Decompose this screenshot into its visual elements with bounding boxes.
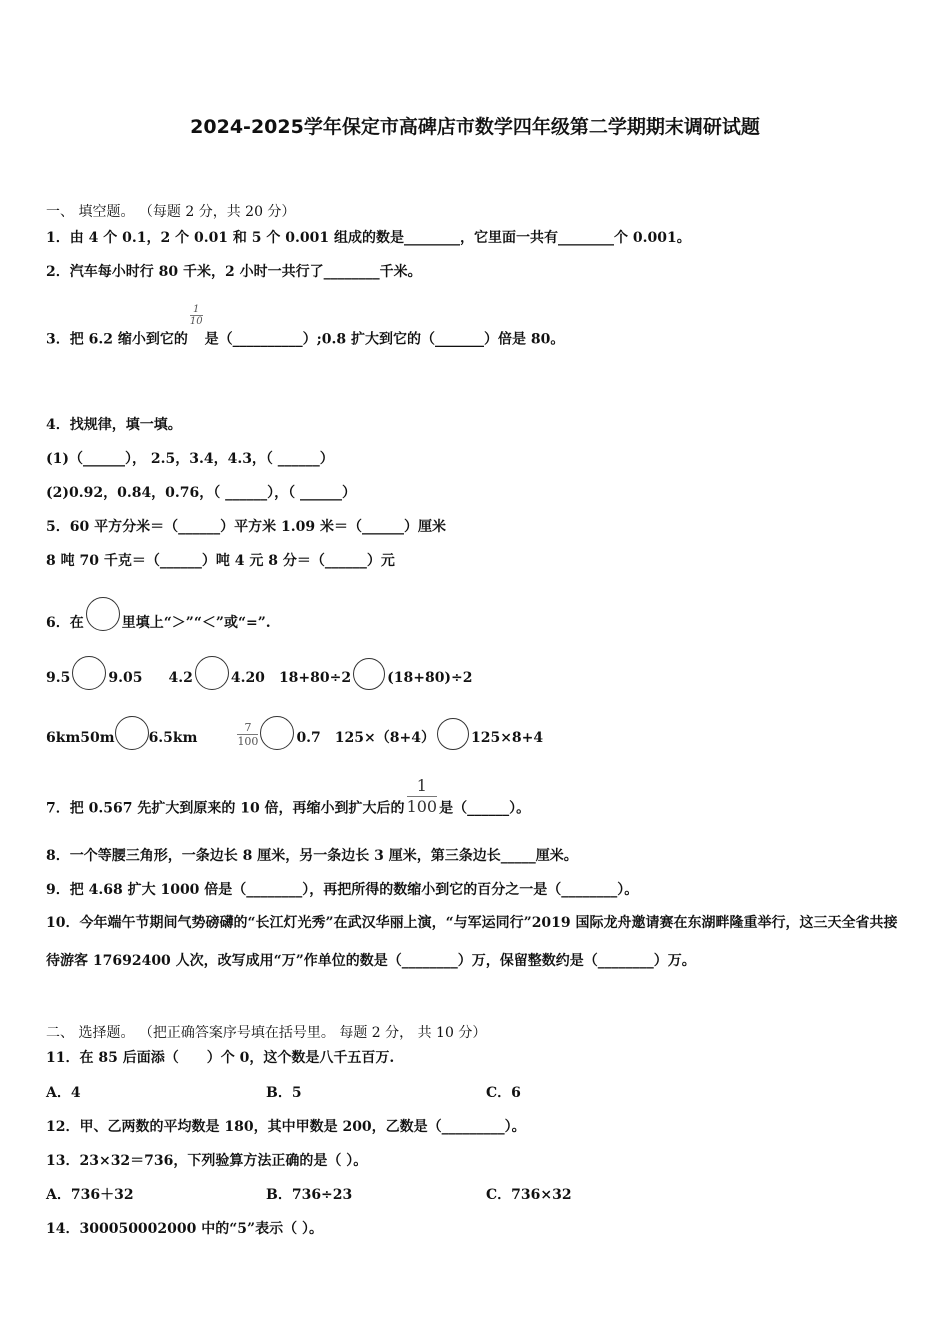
fraction-one-hundredth: [407, 776, 438, 817]
question-3-text-b: 是（__________）;0.8 扩大到它的（_______）倍是 80。: [204, 331, 565, 348]
question-6-row-2: [46, 716, 543, 752]
question-4-part-2: (2)0.92，0.84，0.76，（ ______），（ ______）: [46, 485, 357, 501]
question-3-text-a: 3．把 6.2 缩小到它的: [46, 331, 188, 348]
compare-right-value: 9.05: [108, 670, 143, 686]
question-13: 13．23×32＝736，下列验算方法正确的是（ ）。: [46, 1153, 368, 1169]
question-3: [46, 304, 565, 351]
fraction-numerator: 1: [416, 776, 427, 795]
option-a[interactable]: A．736＋32: [46, 1187, 134, 1203]
compare-right-value: 4.20: [230, 670, 265, 686]
option-b[interactable]: B．736÷23: [266, 1187, 353, 1203]
compare-right-value: 125×8+4: [470, 730, 544, 746]
fraction-numerator: 7: [244, 720, 252, 734]
question-6: [46, 597, 271, 633]
question-10: 10．今年端午节期间气势磅礴的“长江灯光秀”在武汉华丽上演，“与军运同行”2019 国际龙舟邀请赛在东湖畔隆重举行，这三天全省共接待游客 17692400 人次，改写成用“万”作单位的数是（________）万，保留整数约是（________）万。: [46, 915, 898, 969]
compare-left-value: 9.5: [46, 670, 71, 686]
compare-right-value: 0.7: [296, 730, 321, 746]
question-4: 4．找规律，填一填。: [46, 417, 182, 433]
comparison-circle[interactable]: [115, 716, 149, 750]
comparison-circle[interactable]: [437, 718, 469, 750]
fraction-denominator: 10: [189, 316, 203, 327]
compare-right-value: (18+80)÷2: [387, 670, 473, 686]
fraction-denominator: 100: [237, 734, 259, 748]
compare-right-value: 6.5km: [148, 730, 198, 746]
fraction-one-tenth: [190, 304, 203, 327]
comparison-circle[interactable]: [72, 656, 106, 690]
question-7-text-a: 7．把 0.567 先扩大到原来的 10 倍，再缩小到扩大后的: [46, 800, 405, 817]
section-heading-fill-blank: 一、 填空题。 （每题 2 分，共 20 分）: [46, 204, 296, 220]
question-6-row-1: [46, 656, 473, 690]
page-title: 2024-2025学年保定市高碑店市数学四年级第二学期期末调研试题: [190, 116, 760, 138]
compare-left-value: 18+80÷2: [278, 670, 352, 686]
fraction-denominator: 100: [406, 797, 438, 816]
question-9: 9．把 4.68 扩大 1000 倍是（________），再把所得的数缩小到它的百分之一是（________）。: [46, 882, 639, 898]
question-2: 2．汽车每小时行 80 千米，2 小时一共行了________千米。: [46, 264, 422, 280]
question-5-line-1: 5．60 平方分米＝（______）平方米 1.09 米＝（______）厘米: [46, 519, 446, 535]
compare-left-value: 6km50m: [46, 730, 115, 746]
question-11: 11．在 85 后面添（ ）个 0，这个数是八千五百万.: [46, 1050, 395, 1066]
comparison-circle[interactable]: [260, 716, 294, 750]
question-1: 1．由 4 个 0.1，2 个 0.01 和 5 个 0.001 组成的数是________，它里面一共有________个 0.001。: [46, 230, 691, 246]
question-12: 12．甲、乙两数的平均数是 180，其中甲数是 200，乙数是（_________）。: [46, 1119, 526, 1135]
comparison-circle[interactable]: [195, 656, 229, 690]
question-5-line-2: 8 吨 70 千克＝（______）吨 4 元 8 分＝（______）元: [46, 553, 395, 569]
option-c[interactable]: C．736×32: [486, 1187, 572, 1203]
question-13-options: [46, 1185, 706, 1205]
option-a[interactable]: A．4: [46, 1085, 81, 1101]
compare-left-value: 125×（8+4）: [334, 730, 435, 746]
question-6-text-a: 6．在: [46, 615, 84, 631]
option-b[interactable]: B．5: [266, 1085, 302, 1101]
fraction-numerator: 1: [193, 304, 200, 315]
comparison-circle[interactable]: [86, 597, 120, 631]
comparison-circle[interactable]: [353, 658, 385, 690]
question-8: 8．一个等腰三角形，一条边长 8 厘米，另一条边长 3 厘米，第三条边长_____厘米。: [46, 848, 578, 864]
compare-left-value: 4.2: [168, 670, 193, 686]
question-11-options: [46, 1083, 706, 1103]
option-c[interactable]: C．6: [486, 1085, 521, 1101]
fraction-seven-hundredths: [237, 721, 258, 748]
question-4-part-1: (1)（______）， 2.5，3.4，4.3，（ ______）: [46, 451, 334, 467]
question-14: 14．300050002000 中的“5”表示（ ）。: [46, 1221, 323, 1237]
question-6-text-b: 里填上“＞”“＜”或“=”.: [121, 615, 271, 631]
section-heading-multiple-choice: 二、 选择题。 （把正确答案序号填在括号里。 每题 2 分， 共 10 分）: [46, 1025, 487, 1041]
question-7-text-b: 是（______）。: [439, 800, 531, 817]
question-7: [46, 776, 531, 829]
